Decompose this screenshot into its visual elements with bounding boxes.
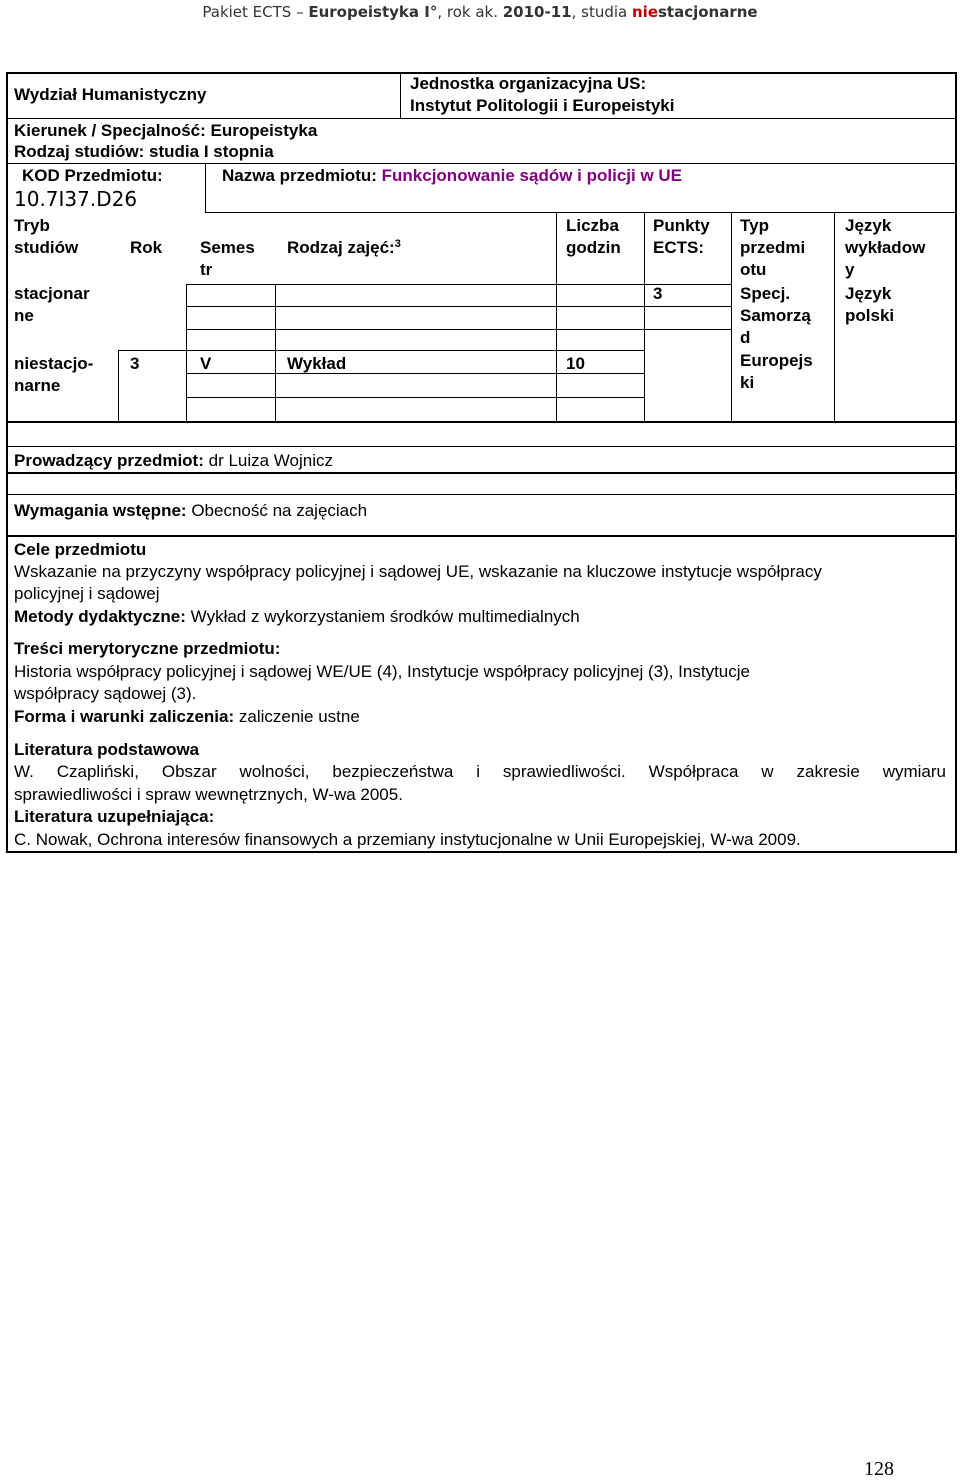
content-line-1: Historia współpracy policyjnej i sądowej WE/UE (4), Instytucje współpracy policyjnej (3), Instytucje <box>14 662 750 681</box>
niestacjonarne-label-1: niestacjo- <box>14 354 94 373</box>
header-year: 2010-11 <box>502 3 572 21</box>
typ-value-2: Samorzą <box>740 306 811 325</box>
rodzaj-footnote: 3 <box>394 238 401 250</box>
page-header <box>0 2 960 22</box>
supplementary-literature-heading: Literatura uzupełniająca: <box>14 807 215 826</box>
study-type: Rodzaj studiów: studia I stopnia <box>14 142 274 161</box>
lecturer-name: dr Luiza Wojnicz <box>208 451 334 470</box>
row-hours: 10 <box>566 354 585 373</box>
header-prefix: Pakiet ECTS – <box>202 3 309 21</box>
stacjonarne-label-2: ne <box>14 306 34 325</box>
ects-value: 3 <box>653 284 663 303</box>
goals-line-2: policyjnej i sądowej <box>14 584 160 603</box>
assessment: Forma i warunki zaliczenia: zaliczenie ustne <box>14 707 360 726</box>
methods-value: Wykład z wykorzystaniem środków multimedialnych <box>190 607 580 626</box>
typ-value-1: Specj. <box>740 284 791 303</box>
jezyk-label-3: y <box>845 260 855 279</box>
semestr-label-1: Semes <box>200 238 255 257</box>
row-class-type: Wykład <box>287 354 347 373</box>
row-semester: V <box>200 354 212 373</box>
literature-line-1: W. Czapliński, Obszar wolności, bezpieczeństwa i sprawiedliwości. Współpraca w zakresie wymiaru <box>14 762 946 781</box>
header-stac: stacjonarne <box>658 3 758 21</box>
ects-label-1: Punkty <box>653 216 710 235</box>
liczba-label-1: Liczba <box>566 216 619 235</box>
faculty: Wydział Humanistyczny <box>14 85 207 104</box>
ects-label-2: ECTS: <box>653 238 704 257</box>
jezyk-label-2: wykładow <box>845 238 926 257</box>
code-value: 10.7I37.D26 <box>14 187 138 211</box>
page-number: 128 <box>864 1458 894 1480</box>
assessment-value: zaliczenie ustne <box>238 707 360 726</box>
tryb-label-2: studiów <box>14 238 79 257</box>
niestacjonarne-label-2: narne <box>14 376 61 395</box>
direction: Kierunek / Specjalność: Europeistyka <box>14 121 318 140</box>
lang-value-2: polski <box>845 306 895 325</box>
content-heading: Treści merytoryczne przedmiotu: <box>14 639 281 658</box>
rodzaj-label: Rodzaj zajęć:$^3$ <box>287 238 401 257</box>
unit-label: Jednostka organizacyjna US: <box>410 74 647 93</box>
lang-value-1: Język <box>845 284 892 303</box>
rok-label: Rok <box>130 238 163 257</box>
goals-line-1: Wskazanie na przyczyny współpracy policyjnej i sądowej UE, wskazanie na kluczowe instytucje współpracy <box>14 562 822 581</box>
header-mid: , rok ak. <box>437 3 503 21</box>
goals-heading: Cele przedmiotu <box>14 540 147 559</box>
row-year: 3 <box>130 354 140 373</box>
header-sep: , studia <box>571 3 632 21</box>
typ-label-3: otu <box>740 260 767 279</box>
typ-value-5: ki <box>740 373 755 392</box>
literature-line-2: sprawiedliwości i spraw wewnętrznych, W-wa 2005. <box>14 785 403 804</box>
unit-value: Instytut Politologii i Europeistyki <box>410 96 675 115</box>
name-value: Funkcjonowanie sądów i policji w UE <box>381 166 683 185</box>
code-label: KOD Przedmiotu: <box>22 166 163 185</box>
typ-value-4: Europejs <box>740 351 813 370</box>
literature-heading: Literatura podstawowa <box>14 740 200 759</box>
liczba-label-2: godzin <box>566 238 621 257</box>
header-program: Europeistyka I° <box>308 3 438 21</box>
jezyk-label-1: Język <box>845 216 892 235</box>
methods: Metody dydaktyczne: Wykład z wykorzystaniem środków multimedialnych <box>14 607 580 626</box>
typ-label-1: Typ <box>740 216 769 235</box>
typ-value-3: d <box>740 328 751 347</box>
header-nie: nie <box>632 3 658 21</box>
tryb-label-1: Tryb <box>14 216 50 235</box>
stacjonarne-label-1: stacjonar <box>14 284 90 303</box>
semestr-label-2: tr <box>200 260 213 279</box>
supplementary-literature-line-1: C. Nowak, Ochrona interesów finansowych a przemiany instytucjonalne w Unii Europejskiej, W-wa 2009. <box>14 830 801 849</box>
name-label: Nazwa przedmiotu: <box>222 166 377 185</box>
typ-label-2: przedmi <box>740 238 806 257</box>
requirements-value: Obecność na zajęciach <box>191 501 368 520</box>
content-line-2: współpracy sądowej (3). <box>14 684 197 703</box>
lecturer: Prowadzący przedmiot: dr Luiza Wojnicz <box>14 451 334 470</box>
requirements: Wymagania wstępne: Obecność na zajęciach <box>14 501 368 520</box>
